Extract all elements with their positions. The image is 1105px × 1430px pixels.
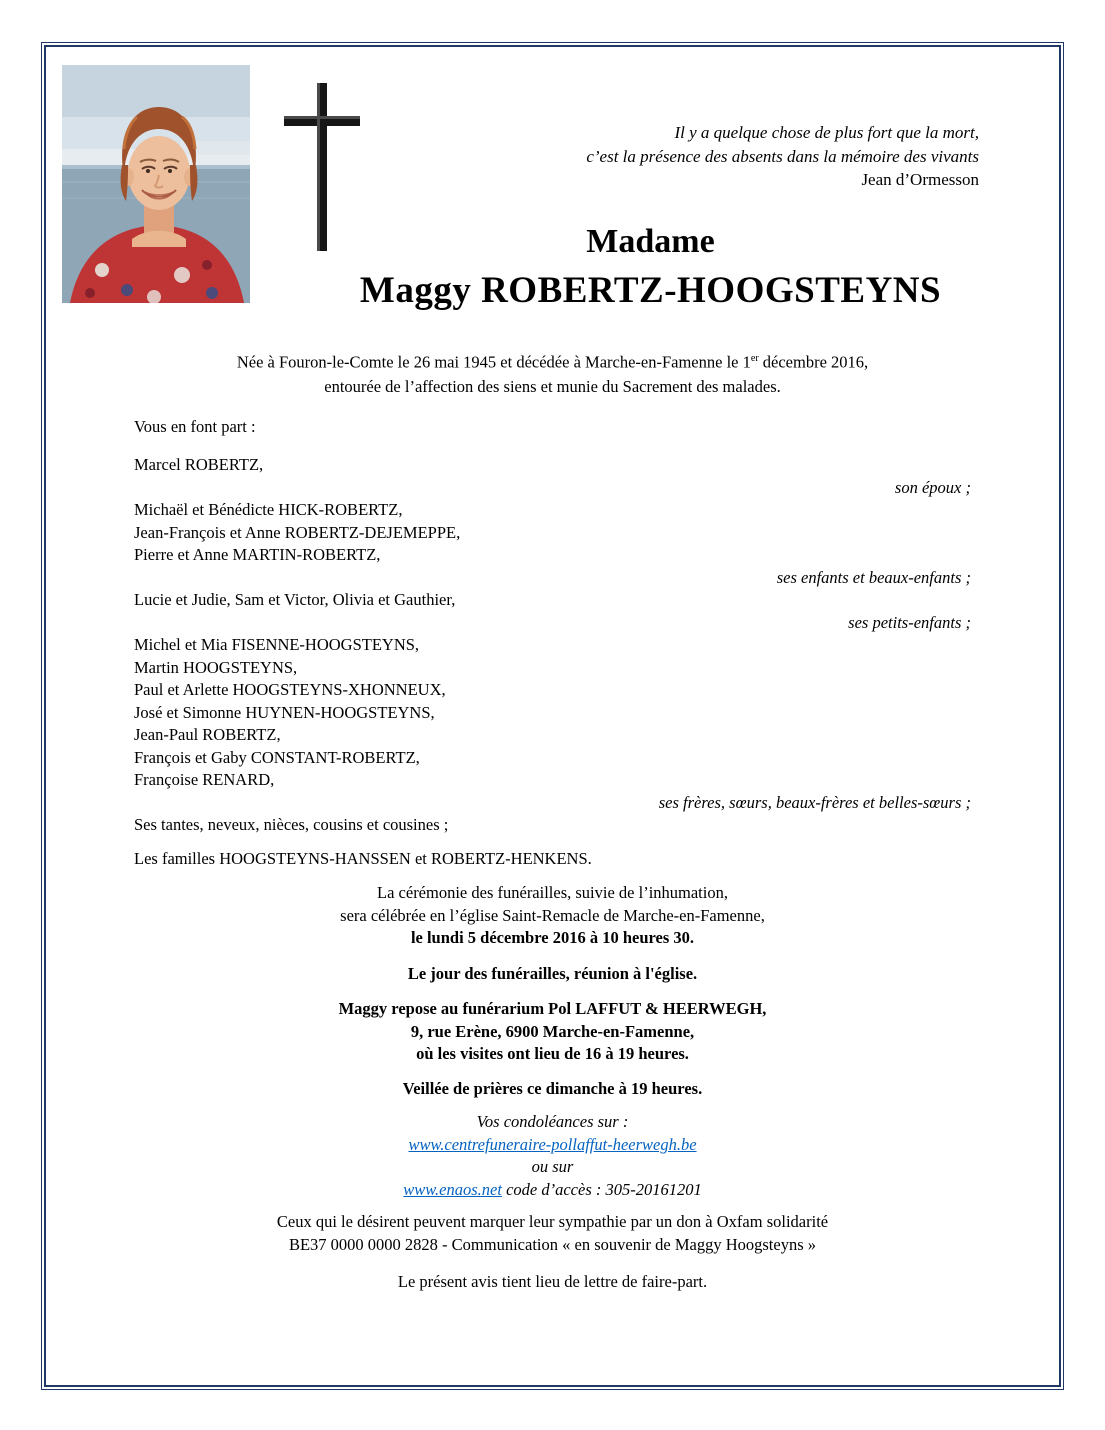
relation-line-grandchildren: ses petits-enfants ; [848,612,971,632]
relation-line-siblings: ses frères, sœurs, beaux-frères et belles-sœurs ; [658,792,971,812]
relation-line-children: ses enfants et beaux-enfants ; [776,567,971,587]
title-block [246,223,1055,312]
family-member-line: Françoise RENARD, [134,770,275,789]
condolences-link-2-line [134,1179,971,1202]
quote-line-2: c’est la présence des absents dans la mémoire des vivants [586,146,979,166]
quote-line-1: Il y a quelque chose de plus fort que la mort, [674,123,979,142]
condolences-link-1-line [134,1134,971,1157]
access-code: code d’accès : 305-20161201 [501,1179,702,1199]
condolences-link-funeral-home[interactable]: www.centrefuneraire-pollaffut-heerwegh.be [408,1134,697,1154]
announcement-label: Vous en font part : [134,416,256,436]
birth-death-notice [134,347,971,399]
family-member-line: Marcel ROBERTZ, [134,455,264,474]
donation-line-1: Ceux qui le désirent peuvent marquer leur sympathie par un don à Oxfam solidarité [276,1212,829,1231]
ordinal-superscript: er [750,353,759,364]
memorial-quote [586,121,979,192]
condolences-block [134,1111,971,1201]
closing-line: Le présent avis tient lieu de lettre de faire-part. [397,1272,708,1291]
ceremony-line-2: sera célébrée en l’église Saint-Remacle de Marche-en-Famenne, [340,905,765,925]
deceased-name: Maggy ROBERTZ-HOOGSTEYNS [359,270,942,311]
family-member-line: Jean-François et Anne ROBERTZ-DEJEMEPPE, [134,522,461,542]
condolences-link-enaos[interactable]: www.enaos.net [403,1179,502,1199]
birth-death-line-2: entourée de l’affection des siens et munie du Sacrement des malades. [324,376,781,396]
family-member-line: Jean-Paul ROBERTZ, [134,725,281,744]
donation-line-2: BE37 0000 0000 2828 - Communication « en souvenir de Maggy Hoogsteyns » [288,1234,817,1254]
portrait-photo [62,65,250,303]
families-line: Les familles HOOGSTEYNS-HANSSEN et ROBERTZ-HENKENS. [134,848,592,868]
ceremony-details [134,882,971,950]
salutation: Madame [586,223,715,260]
quote-author: Jean d’Ormesson [861,170,979,189]
family-member-line: François et Gaby CONSTANT-ROBERTZ, [134,747,420,767]
birth-death-line-1: Née à Fouron-le-Comte le 26 mai 1945 et décédée à Marche-en-Famenne le 1er décembre 2016, [236,352,869,372]
outer-border-frame [41,42,1064,1390]
family-member-line: Michaël et Bénédicte HICK-ROBERTZ, [134,500,403,519]
portrait-illustration [62,65,250,303]
funerarium-line-3: où les visites ont lieu de 16 à 19 heures. [416,1044,689,1063]
family-member-line: Michel et Mia FISENNE-HOOGSTEYNS, [134,635,420,654]
funerarium-line-1: Maggy repose au funérarium Pol LAFFUT & HEERWEGH, [338,999,767,1018]
condolences-or: ou sur [531,1157,574,1176]
family-member-line: Paul et Arlette HOOGSTEYNS-XHONNEUX, [134,680,446,699]
funerarium-details [134,998,971,1066]
relation-line-spouse: son époux ; [894,477,971,497]
ceremony-date-time: le lundi 5 décembre 2016 à 10 heures 30. [410,928,695,947]
ceremony-line-1: La cérémonie des funérailles, suivie de l’inhumation, [377,883,728,902]
funerarium-line-2: 9, rue Erène, 6900 Marche-en-Famenne, [410,1021,695,1041]
family-list [134,454,971,837]
donation-block [134,1211,971,1256]
family-member-line: José et Simonne HUYNEN-HOOGSTEYNS, [134,702,435,722]
main-text [46,347,1059,1294]
family-member-line: Pierre et Anne MARTIN-ROBERTZ, [134,545,381,564]
other-relatives-line: Ses tantes, neveux, nièces, cousins et cousines ; [134,815,449,834]
vigil-notice: Veillée de prières ce dimanche à 19 heures. [402,1078,703,1098]
body-block [46,347,1059,1294]
inner-border-frame [44,45,1061,1387]
condolences-intro: Vos condoléances sur : [476,1112,629,1131]
meeting-notice: Le jour des funérailles, réunion à l'église. [407,963,698,983]
family-member-line: Lucie et Judie, Sam et Victor, Olivia et Gauthier, [134,590,456,609]
family-member-line: Martin HOOGSTEYNS, [134,657,298,677]
